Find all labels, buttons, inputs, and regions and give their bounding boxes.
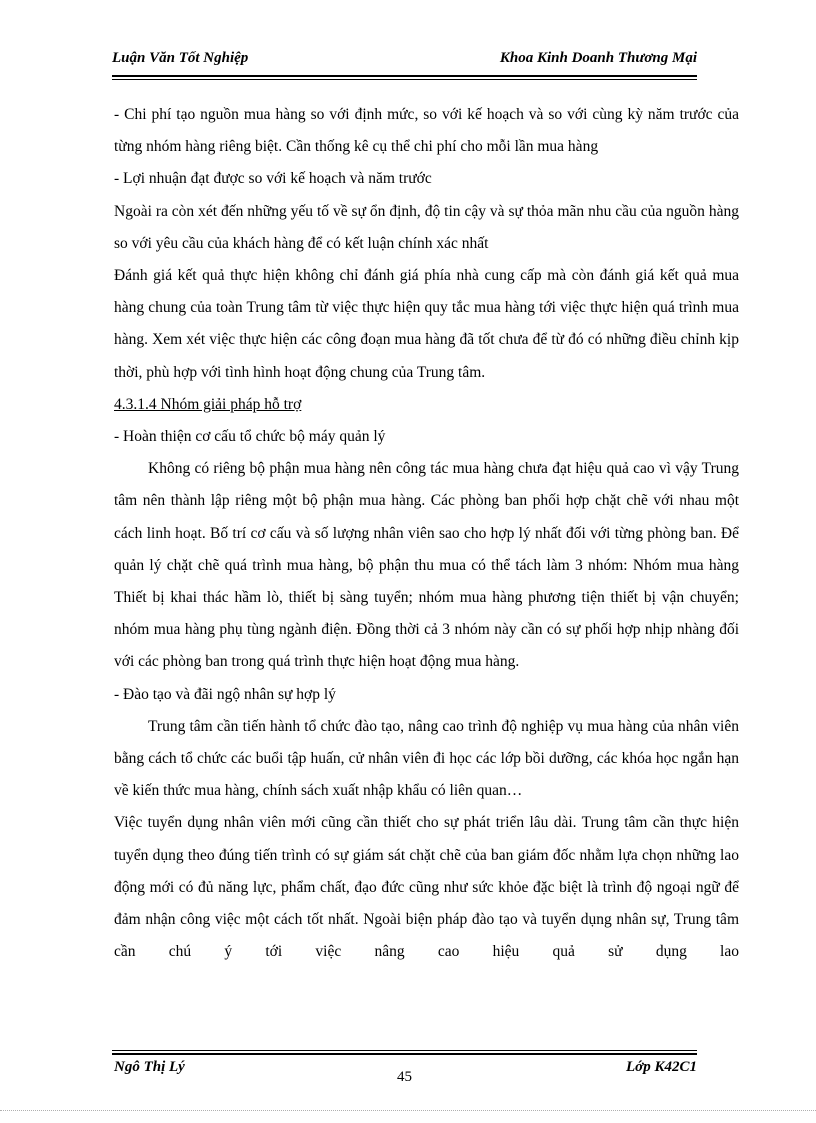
page-number: 45 bbox=[397, 1069, 412, 1085]
paragraph: Trung tâm cần tiến hành tổ chức đào tạo, nâng cao trình độ nghiệp vụ mua hàng của nhân viên bằng cách tổ chức các buổi tập huấn, cử nhân viên đi học các lớp bồi dưỡng, các khóa học ngắn hạn về kiến thức mua hàng, chính sách xuất nhập khẩu có liên quan… bbox=[114, 717, 739, 800]
paragraph: Đánh giá kết quả thực hiện không chỉ đánh giá phía nhà cung cấp mà còn đánh giá kết quả mua hàng chung của toàn Trung tâm từ việc thực hiện quy tắc mua hàng tới việc thực hiện quá trình mua hàng. Xem xét việc thực hiện các công đoạn mua hàng đã tốt chưa để từ đó có những điều chỉnh kịp thời, phù hợp với tình hình hoạt động chung của Trung tâm. bbox=[114, 267, 739, 381]
header-left: Luận Văn Tốt Nghiệp bbox=[112, 50, 249, 66]
paragraph: Việc tuyển dụng nhân viên mới cũng cần thiết cho sự phát triển lâu dài. Trung tâm cần thực hiện tuyển dụng theo đúng tiến trình có sự giám sát chặt chẽ của ban giám đốc nhằm lựa chọn những lao động mới có đủ năng lực, phẩm chất, đạo đức cũng như sức khỏe đặc biệt là trình độ ngoại ngữ để đảm nhận công việc một cách tốt nhất. Ngoài biện pháp đào tạo và tuyển dụng nhân sự, Trung tâm cần chú ý tới việc nâng cao hiệu quả sử dụng lao bbox=[114, 814, 739, 961]
paragraph: - Đào tạo và đãi ngộ nhân sự hợp lý bbox=[114, 685, 336, 703]
footer-rule-thin bbox=[112, 1050, 697, 1051]
paragraph: - Hoàn thiện cơ cấu tổ chức bộ máy quản lý bbox=[114, 428, 386, 446]
footer-class: Lớp K42C1 bbox=[626, 1059, 697, 1075]
paragraph: Không có riêng bộ phận mua hàng nên công tác mua hàng chưa đạt hiệu quả cao vì vậy Trung tâm nên thành lập riêng một bộ phận mua hàng. Các phòng ban phối hợp chặt chẽ với nhau một cách linh hoạt. Bố trí cơ cấu và số lượng nhân viên sao cho hợp lý nhất đối với từng phòng ban. Để quản lý chặt chẽ quá trình mua hàng, bộ phận thu mua có thể tách làm 3 nhóm: Nhóm mua hàng Thiết bị khai thác hầm lò, thiết bị sàng tuyển; nhóm mua hàng phương tiện thiết bị vận chuyển; nhóm mua hàng phụ tùng ngành điện. Đồng thời cả 3 nhóm này cần có sự phối hợp nhịp nhàng đối với các phòng ban trong quá trình thực hiện hoạt động mua hàng. bbox=[114, 460, 739, 671]
header-rule-thin bbox=[112, 79, 697, 80]
body-text bbox=[114, 99, 739, 968]
paragraph: - Chi phí tạo nguồn mua hàng so với định mức, so với kế hoạch và so với cùng kỳ năm trước của từng nhóm hàng riêng biệt. Cần thống kê cụ thể chi phí cho mỗi lần mua hàng bbox=[114, 106, 739, 156]
footer-rule bbox=[112, 1053, 697, 1055]
paragraph: Ngoài ra còn xét đến những yếu tố về sự ổn định, độ tin cậy và sự thỏa mãn nhu cầu của nguồn hàng so với yêu cầu của khách hàng để có kết luận chính xác nhất bbox=[114, 202, 739, 252]
header-rule bbox=[112, 75, 697, 77]
section-heading: 4.3.1.4 Nhóm giải pháp hỗ trợ bbox=[114, 395, 302, 413]
footer-author: Ngô Thị Lý bbox=[114, 1059, 185, 1075]
page-bottom-border bbox=[0, 1110, 816, 1111]
paragraph: - Lợi nhuận đạt được so với kế hoạch và năm trước bbox=[114, 170, 432, 188]
page-header bbox=[112, 50, 697, 72]
header-right: Khoa Kinh Doanh Thương Mại bbox=[499, 50, 697, 66]
page-footer bbox=[112, 1059, 697, 1089]
